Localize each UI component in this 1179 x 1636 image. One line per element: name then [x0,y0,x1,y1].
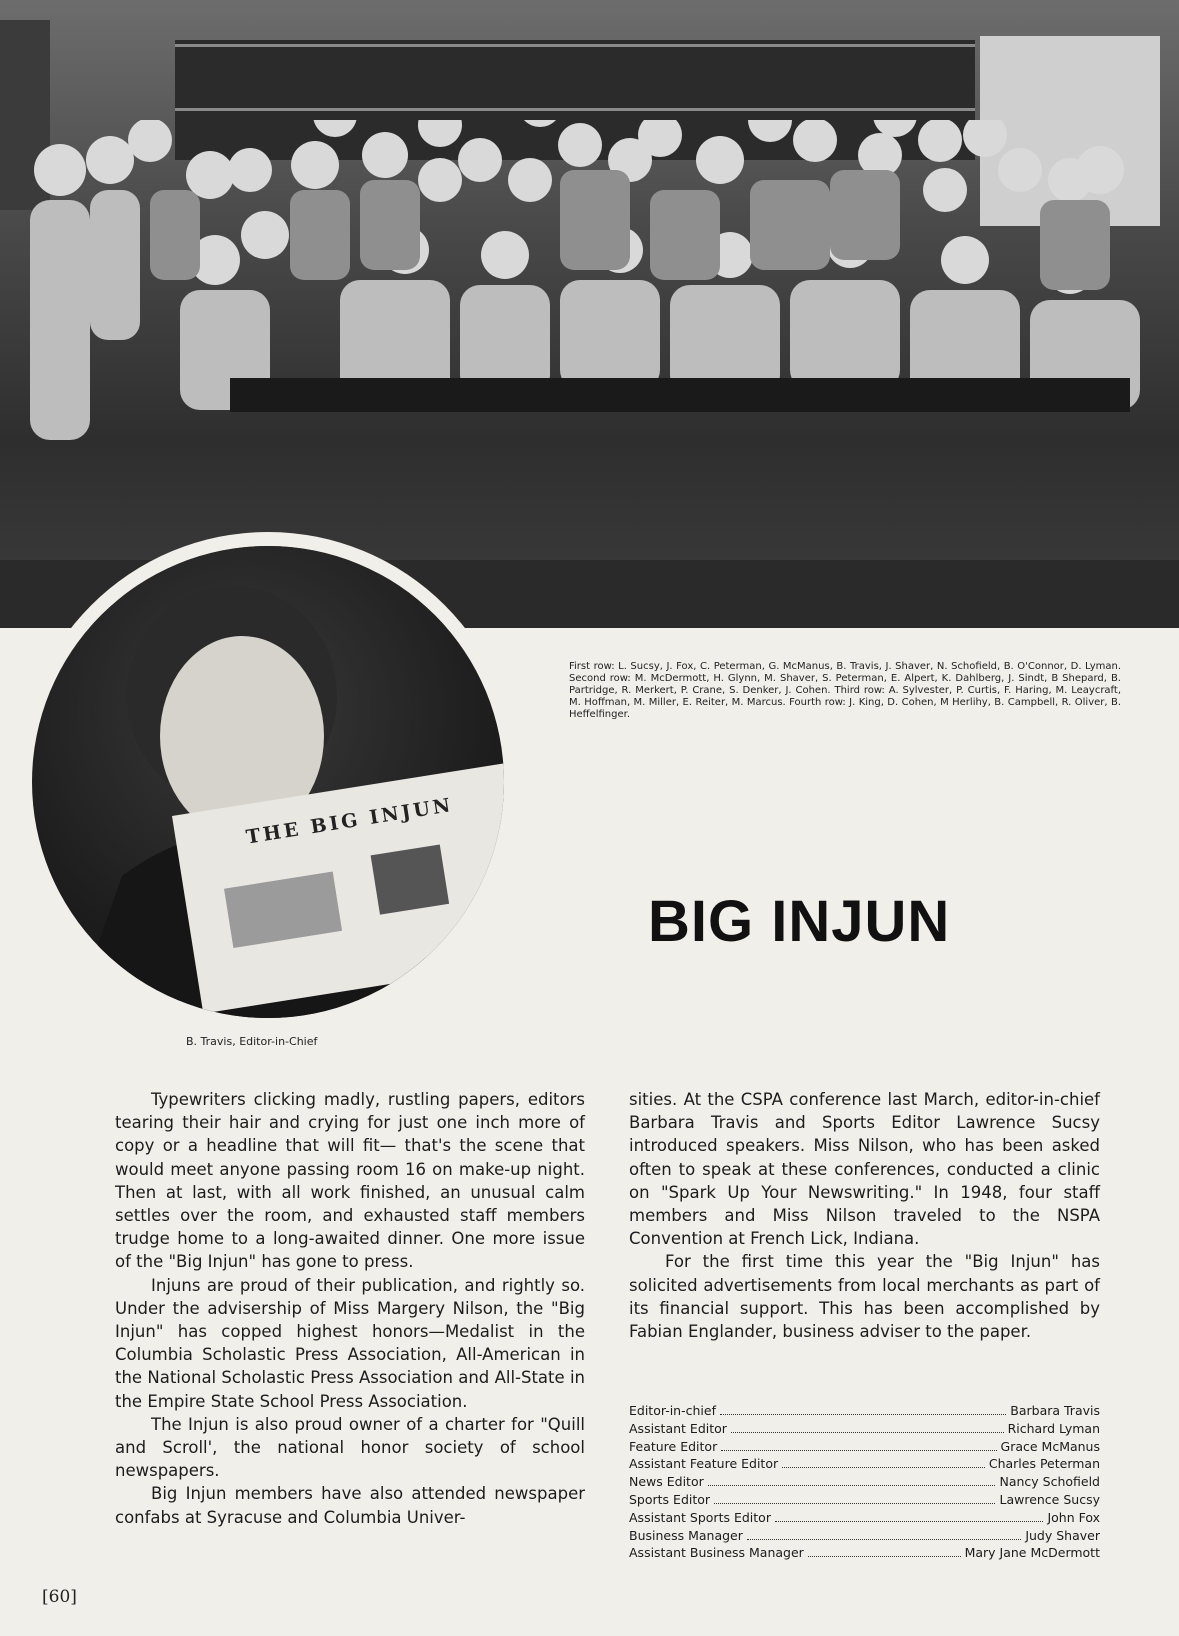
article-left-column [115,1088,585,1529]
staff-name: Judy Shaver [1025,1527,1100,1543]
staff-row [629,1420,1100,1438]
leader-dots [721,1450,996,1451]
newspaper-photo [224,872,342,948]
staff-name: Mary Jane McDermott [964,1545,1100,1561]
group-photo [0,0,1179,628]
paragraph: Big Injun members have also attended newspaper confabs at Syracuse and Columbia Univer- [115,1484,585,1527]
staff-role: Editor-in-chief [629,1403,716,1418]
paragraph: Typewriters clicking madly, rustling papers, editors tearing their hair and crying for just one inch more of copy or a headline that will fit— that's the scene that would meet anyone passing room 16 on make-up night. Then at last, with all work finished, an unusual calm settles over the room, and exhausted staff members trudge home to a long-awaited dinner. One more issue of the "Big Injun" has gone to press. [115,1090,585,1272]
staff-name: Grace McManus [1000,1438,1100,1454]
leader-dots [714,1503,995,1504]
staff-row [629,1509,1100,1527]
leader-dots [782,1467,985,1468]
leader-dots [775,1521,1043,1522]
students-group [0,120,1179,540]
leader-dots [708,1485,996,1486]
leader-dots [720,1414,1006,1415]
staff-role: Assistant Feature Editor [629,1456,779,1472]
group-photo-caption: First row: L. Sucsy, J. Fox, C. Peterman, G. McManus, B. Travis, J. Shaver, N. Schofield, B. O'Connor, D. Lyman. Second row: M. McDermott, H. Glynn, M. Shaver, S. Peterman, E. Alpert, K. Dahlberg, J. Sindt, B Shepard, B. Partridge, R. Merkert, P. Crane, S. Denker, J. Cohen. Third row: A. Sylvester, P. Curtis, F. Haring, M. Leaycraft, M. Hoffman, M. Miller, E. Reiter, M. Marcus. Fourth row: J. King, D. Cohen, M Herlihy, B. Campbell, R. Oliver, B. Heffelfinger. [569,661,1121,720]
staff-role: Sports Editor [629,1491,711,1507]
staff-role: Feature Editor [629,1438,718,1454]
staff-role: Assistant Business Manager [629,1545,804,1561]
leader-dots [731,1432,1004,1433]
paragraph: Injuns are proud of their publication, and rightly so. Under the advisership of Miss Margery Nilson, the "Big Injun" has copped highest honors—Medalist in the Columbia Scholastic Press Association, All-American in the National Scholastic Press Association and All-State in the Empire State School Press Association. [115,1275,585,1411]
staff-row [629,1402,1100,1420]
meeting-table [230,378,1130,412]
portrait-caption: B. Travis, Editor-in-Chief [186,1035,318,1048]
staff-list [629,1402,1100,1562]
page-title: BIG INJUN [648,889,951,954]
staff-name: Charles Peterman [988,1456,1100,1472]
paragraph: sities. At the CSPA conference last March, editor-in-chief Barbara Travis and Sports Editor Lawrence Sucsy introduced speakers. Miss Nilson, who has been asked often to speak at these conferences, conducted a clinic on "Spark Up Your Newswriting." In 1948, four staff members and Miss Nilson traveled to the NSPA Convention at French Lick, Indiana. [629,1090,1100,1249]
staff-row [629,1527,1100,1545]
newspaper-photo [371,844,450,914]
staff-role: News Editor [629,1474,704,1490]
staff-role: Assistant Sports Editor [629,1509,771,1525]
staff-name: Barbara Travis [1010,1403,1100,1418]
paragraph: The Injun is also proud owner of a charter for "Quill and Scroll', the national honor society of school newspapers. [115,1414,585,1481]
page-number: [60] [42,1587,77,1607]
staff-row [629,1438,1100,1456]
staff-name: Nancy Schofield [999,1474,1100,1490]
article-right-column [629,1088,1100,1343]
newspaper-title: THE BIG INJUN [244,794,455,849]
leader-dots [747,1539,1021,1540]
paragraph: For the first time this year the "Big Injun" has solicited advertisements from local merchants as part of its financial support. This has been accomplished by Fabian Englander, business adviser to the paper. [629,1252,1100,1342]
staff-row [629,1544,1100,1562]
editor-portrait [32,546,504,1018]
staff-name: Lawrence Sucsy [999,1491,1100,1507]
staff-name: Richard Lyman [1007,1420,1100,1436]
staff-row [629,1455,1100,1473]
shelf-board [175,44,975,47]
staff-role: Assistant Editor [629,1420,727,1436]
shelf-board [175,108,975,111]
staff-row [629,1473,1100,1491]
staff-role: Business Manager [629,1527,743,1543]
staff-row [629,1491,1100,1509]
staff-name: John Fox [1047,1509,1100,1525]
leader-dots [808,1556,961,1557]
